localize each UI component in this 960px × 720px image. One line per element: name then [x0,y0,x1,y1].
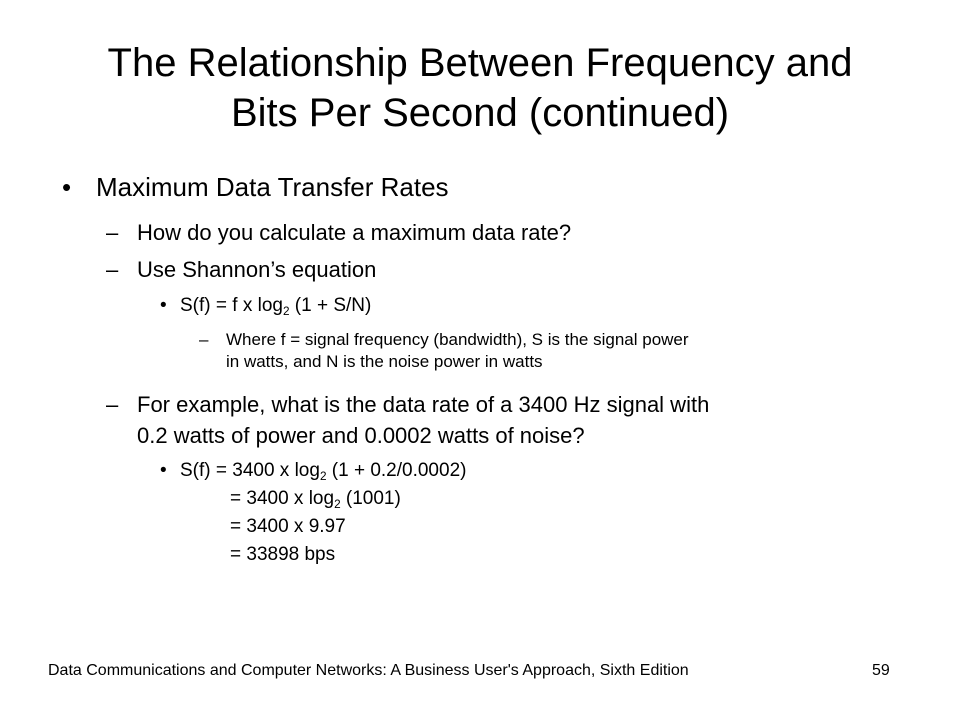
eq-subscript: 2 [282,305,290,319]
dash-marker: – [106,257,119,282]
bullet-dot: • [160,460,167,481]
page-number: 59 [872,662,890,679]
where-definition-line-1: Where f = signal frequency (bandwidth), S is the signal power [226,330,689,349]
title-line-1: The Relationship Between Frequency and [107,41,853,85]
calc-text: S(f) = 3400 x log [180,460,320,481]
slide-title [40,38,920,138]
calc-subscript: 2 [334,498,341,512]
bullet-maximum-data-transfer-rates: Maximum Data Transfer Rates [96,172,449,202]
example-question-line-1: For example, what is the data rate of a 3400 Hz signal with [137,392,710,417]
sub-bullet-how-to-calculate: How do you calculate a maximum data rate? [137,220,572,245]
shannon-equation [180,295,371,317]
calc-step-1 [180,460,466,482]
calc-text: = 3400 x log [230,488,335,509]
example-question-line-2: 0.2 watts of power and 0.0002 watts of noise? [137,423,585,448]
eq-text: S(f) = f x log [180,295,283,316]
dash-marker: – [106,220,119,245]
bullet-dot: • [160,295,167,316]
title-line-2: Bits Per Second (continued) [230,91,730,135]
calc-text: (1001) [340,488,401,509]
dash-marker: – [199,330,209,349]
bullet-dot: • [62,172,72,202]
footer-text: Data Communications and Computer Networks: A Business User's Approach, Sixth Edition [48,662,689,679]
calc-text: (1 + 0.2/0.0002) [326,460,467,481]
dash-marker: – [106,392,119,417]
calc-step-4: = 33898 bps [230,544,336,565]
eq-text: (1 + S/N) [289,295,372,316]
calc-step-3: = 3400 x 9.97 [230,516,346,537]
where-definition-line-2: in watts, and N is the noise power in watts [226,352,543,371]
calc-step-2 [230,488,401,510]
sub-bullet-shannon-equation: Use Shannon’s equation [137,257,377,282]
calc-subscript: 2 [319,470,327,484]
